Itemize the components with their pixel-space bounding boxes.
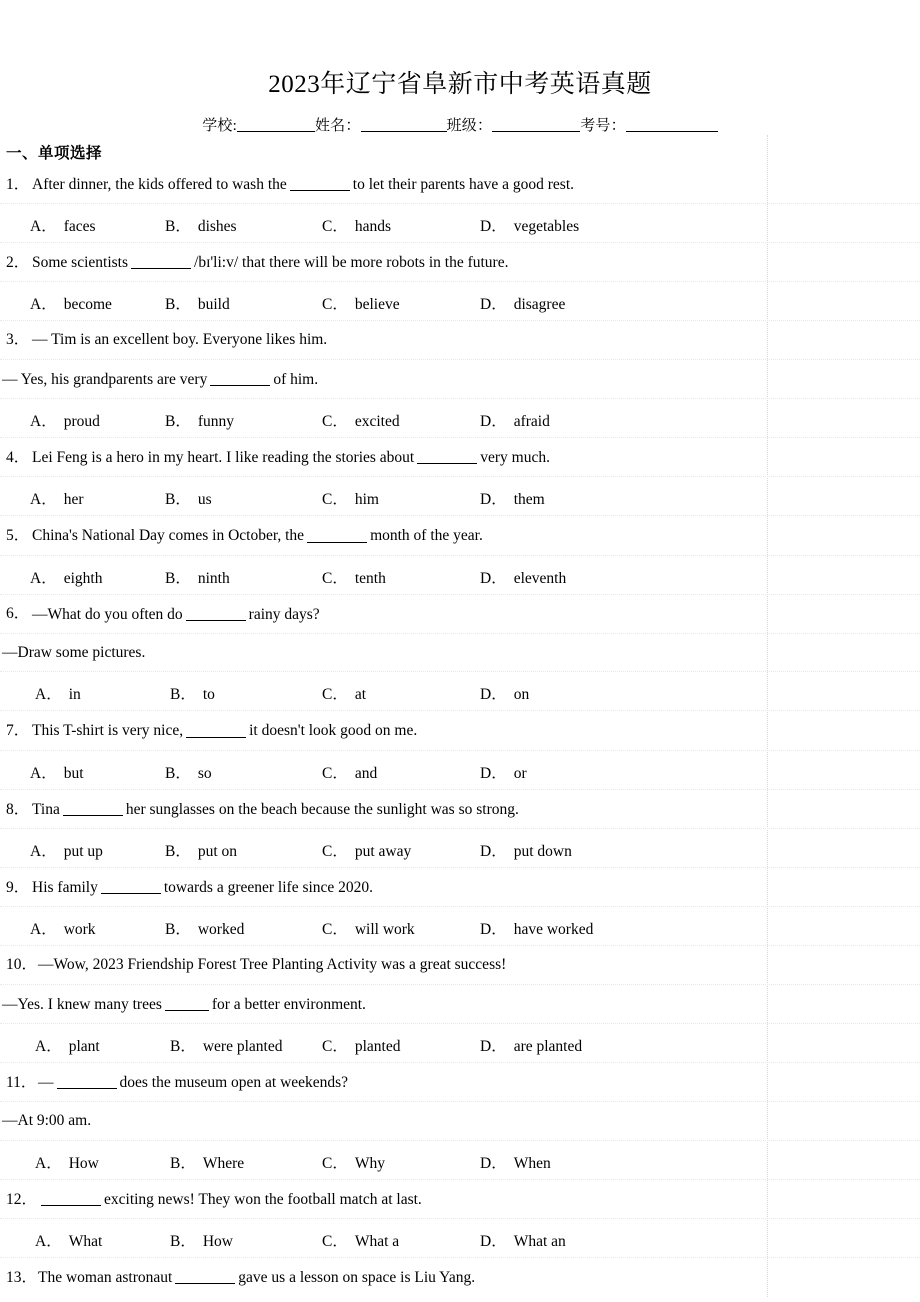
question-sheet (0, 135, 920, 1298)
option-text: and (354, 764, 378, 782)
option-a[interactable] (30, 761, 84, 783)
option-d[interactable] (480, 761, 527, 783)
option-b[interactable] (165, 917, 244, 939)
stem-text-a: After dinner, the kids offered to wash the (32, 175, 287, 193)
class-label: 班级： (446, 117, 493, 134)
options-row (0, 751, 920, 790)
option-text: build (197, 296, 230, 314)
option-text: so (197, 764, 212, 782)
answer-blank[interactable] (307, 527, 367, 542)
option-label: B． (165, 921, 191, 939)
cont-text-a: —At 9:00 am. (2, 1112, 92, 1130)
option-text: Where (202, 1154, 245, 1172)
answer-blank[interactable] (131, 254, 191, 269)
option-c[interactable] (322, 566, 386, 588)
option-d[interactable] (480, 682, 529, 704)
option-d[interactable] (480, 487, 545, 509)
question-stem (0, 243, 920, 281)
school-field (202, 118, 315, 134)
option-label: C． (322, 921, 348, 939)
question-number: 5． (6, 527, 30, 545)
option-label: B． (165, 413, 191, 431)
stem-text-b: towards a greener life since 2020. (163, 878, 374, 896)
option-b[interactable] (165, 761, 212, 783)
option-text: ninth (197, 569, 230, 587)
option-b[interactable] (165, 839, 237, 861)
option-text: at (354, 686, 367, 704)
option-text: What an (513, 1233, 566, 1251)
option-label: B． (170, 1038, 196, 1056)
stem-text-a: Lei Feng is a hero in my heart. I like reading the stories about (32, 448, 415, 466)
cont-text-b: for a better environment. (211, 995, 366, 1013)
question-stem (0, 438, 920, 476)
exam-no-blank[interactable] (626, 117, 718, 132)
question-number: 2． (6, 253, 30, 271)
answer-blank[interactable] (41, 1191, 101, 1206)
answer-blank[interactable] (165, 996, 209, 1011)
option-text: are planted (513, 1038, 583, 1056)
question-number: 9． (6, 878, 30, 896)
option-d[interactable] (480, 1151, 551, 1173)
question-stem-continuation (0, 360, 920, 398)
option-label: C． (322, 218, 348, 236)
options-row (0, 829, 920, 868)
options-row (0, 204, 920, 243)
question-continuation-row (0, 985, 920, 1024)
option-a[interactable] (35, 1151, 99, 1173)
option-text: faces (63, 218, 96, 236)
option-label: A． (30, 569, 57, 587)
option-label: C． (322, 686, 348, 704)
question-number: 10． (6, 956, 38, 974)
cont-text-a: — Yes, his grandparents are very (2, 370, 208, 388)
option-text: put away (354, 843, 412, 860)
option-c[interactable] (322, 1151, 385, 1173)
cont-text-b: of him. (273, 370, 319, 388)
option-text: him (354, 491, 379, 509)
question-row (0, 1258, 920, 1297)
option-label: C． (322, 764, 348, 782)
stem-text-b: to let their parents have a good rest. (352, 175, 575, 193)
option-a[interactable] (30, 409, 100, 431)
stem-text-b: month of the year. (370, 527, 483, 545)
question-number: 7． (6, 722, 30, 740)
option-a[interactable] (30, 566, 102, 588)
question-continuation-row (0, 1102, 920, 1141)
option-text: or (513, 764, 527, 782)
stem-text-b: her sunglasses on the beach because the sunlight was so strong. (125, 800, 519, 818)
question-number: 12． (6, 1190, 38, 1208)
option-d[interactable] (480, 1034, 582, 1056)
option-c[interactable] (322, 839, 411, 861)
question-row (0, 946, 920, 985)
option-label: A． (35, 1154, 62, 1172)
question-number: 11． (6, 1073, 37, 1091)
option-label: B． (165, 218, 191, 236)
name-field (315, 118, 447, 134)
option-text: afraid (513, 413, 550, 431)
question-stem (0, 1063, 920, 1101)
stem-text-b: rainy days? (248, 605, 320, 623)
option-label: D． (480, 1154, 507, 1172)
cont-text-a: —Yes. I knew many trees (2, 995, 162, 1013)
stem-text-a: — (38, 1073, 54, 1091)
option-label: B． (165, 843, 191, 860)
option-text: What (68, 1233, 103, 1251)
answer-blank[interactable] (101, 879, 161, 894)
option-label: B． (165, 569, 191, 587)
option-label: D． (480, 296, 507, 314)
option-text: Why (354, 1154, 385, 1172)
question-row (0, 790, 920, 829)
option-text: put up (63, 843, 103, 860)
option-label: A． (30, 764, 57, 782)
option-text: proud (63, 413, 100, 431)
stem-text-a: His family (32, 878, 98, 896)
option-label: D． (480, 491, 507, 509)
options-row (0, 1024, 920, 1063)
option-b[interactable] (165, 292, 230, 314)
option-text: were planted (202, 1038, 283, 1056)
options-row (0, 477, 920, 516)
option-text: but (63, 764, 84, 782)
option-c[interactable] (322, 682, 366, 704)
option-text: tenth (354, 569, 386, 587)
question-row (0, 243, 920, 282)
stem-text-b: very much. (480, 448, 550, 466)
question-stem-continuation (0, 634, 920, 672)
question-row (0, 1180, 920, 1219)
question-stem (0, 516, 920, 554)
question-number: 3． (6, 331, 30, 349)
option-label: D． (480, 843, 507, 860)
option-c[interactable] (322, 1229, 399, 1251)
option-text: in (68, 686, 81, 704)
option-text: When (513, 1154, 551, 1172)
option-text: have worked (513, 921, 594, 939)
option-c[interactable] (322, 292, 400, 314)
option-label: C． (322, 1038, 348, 1056)
option-text: hands (354, 218, 392, 236)
stem-text-a: —What do you often do (32, 605, 183, 623)
option-c[interactable] (322, 487, 379, 509)
option-label: A． (35, 1233, 62, 1251)
option-text: How (68, 1154, 99, 1172)
stem-text-b: exciting news! They won the football match at last. (104, 1190, 422, 1208)
option-c[interactable] (322, 409, 400, 431)
option-a[interactable] (30, 487, 84, 509)
option-label: D． (480, 1233, 507, 1251)
stem-text-b: /bɪ'li:v/ that there will be more robots in the future. (194, 253, 509, 271)
options-row (0, 1141, 920, 1180)
option-label: D． (480, 1038, 507, 1056)
option-text: excited (354, 413, 400, 431)
option-a[interactable] (30, 214, 96, 236)
option-text: How (202, 1233, 233, 1251)
option-a[interactable] (30, 839, 103, 861)
stem-text-a: — Tim is an excellent boy. Everyone likes him. (32, 331, 328, 349)
option-c[interactable] (322, 917, 415, 939)
question-number: 1． (6, 175, 30, 193)
question-row (0, 868, 920, 907)
school-label: 学校: (202, 117, 237, 134)
option-text: plant (68, 1038, 100, 1056)
option-c[interactable] (322, 761, 377, 783)
option-text: us (197, 491, 212, 509)
question-continuation-row (0, 360, 920, 399)
option-a[interactable] (35, 682, 81, 704)
option-b[interactable] (170, 1034, 282, 1056)
option-c[interactable] (322, 214, 391, 236)
question-stem (0, 1258, 920, 1296)
stem-text-b: gave us a lesson on space is Liu Yang. (238, 1268, 476, 1286)
stem-text-a: Some scientists (32, 253, 129, 271)
option-d[interactable] (480, 917, 593, 939)
option-text: her (63, 491, 84, 509)
option-label: A． (30, 491, 57, 509)
stem-text-a: Tina (32, 800, 60, 818)
options-row (0, 907, 920, 946)
answer-blank[interactable] (186, 722, 246, 737)
cont-text-a: —Draw some pictures. (2, 643, 146, 661)
question-stem-continuation (0, 1102, 920, 1140)
option-d[interactable] (480, 1229, 566, 1251)
question-stem (0, 321, 920, 359)
question-stem (0, 1180, 920, 1218)
option-label: A． (30, 296, 57, 314)
options-row (0, 672, 920, 711)
option-text: eighth (63, 569, 103, 587)
stem-text-a: This T-shirt is very nice, (32, 722, 184, 740)
exam-no-label: 考号： (580, 117, 626, 134)
option-label: A． (35, 1038, 62, 1056)
option-text: eleventh (513, 569, 567, 587)
class-field (447, 118, 581, 134)
option-b[interactable] (170, 682, 215, 704)
option-text: dishes (197, 218, 237, 236)
question-row (0, 516, 920, 555)
question-row (0, 711, 920, 750)
question-stem (0, 711, 920, 749)
question-row (0, 321, 920, 360)
option-text: vegetables (513, 218, 580, 236)
question-stem (0, 790, 920, 828)
options-row (0, 556, 920, 595)
option-text: work (63, 921, 96, 939)
answer-blank[interactable] (417, 449, 477, 464)
question-number: 8． (6, 800, 30, 818)
option-label: B． (165, 764, 191, 782)
exam-no-field (580, 118, 718, 134)
option-text: disagree (513, 296, 566, 314)
option-text: on (513, 686, 530, 704)
option-label: D． (480, 686, 507, 704)
option-a[interactable] (35, 1034, 100, 1056)
option-label: A． (30, 921, 57, 939)
option-label: D． (480, 764, 507, 782)
option-text: put down (513, 843, 572, 860)
option-label: B． (170, 686, 196, 704)
option-d[interactable] (480, 292, 565, 314)
option-label: A． (30, 413, 57, 431)
option-label: A． (30, 843, 57, 860)
stem-text-b: does the museum open at weekends? (119, 1073, 349, 1091)
option-label: C． (322, 569, 348, 587)
option-label: D． (480, 921, 507, 939)
option-a[interactable] (35, 1229, 102, 1251)
option-label: D． (480, 569, 507, 587)
option-text: funny (197, 413, 235, 431)
option-d[interactable] (480, 566, 566, 588)
question-stem (0, 946, 920, 984)
option-text: them (513, 491, 545, 509)
option-b[interactable] (165, 214, 237, 236)
answer-blank[interactable] (210, 371, 270, 386)
option-text: planted (354, 1038, 401, 1056)
question-row (0, 165, 920, 204)
option-text: will work (354, 921, 415, 939)
options-row (0, 399, 920, 438)
stem-text-a: —Wow, 2023 Friendship Forest Tree Planting Activity was a great success! (38, 956, 507, 974)
option-text: worked (197, 921, 245, 939)
question-row (0, 595, 920, 634)
answer-blank[interactable] (175, 1269, 235, 1284)
option-label: D． (480, 218, 507, 236)
option-text: become (63, 296, 112, 314)
option-d[interactable] (480, 839, 572, 861)
option-text: believe (354, 296, 400, 314)
option-label: C． (322, 296, 348, 314)
stem-text-a: China's National Day comes in October, the (32, 527, 305, 545)
section-heading: 一、单项选择 (6, 144, 103, 162)
question-number: 6． (6, 605, 30, 623)
option-b[interactable] (165, 566, 230, 588)
option-b[interactable] (170, 1151, 244, 1173)
class-blank[interactable] (492, 117, 580, 132)
question-stem (0, 165, 920, 203)
question-stem (0, 595, 920, 633)
school-blank[interactable] (237, 117, 315, 132)
option-b[interactable] (170, 1229, 233, 1251)
name-blank[interactable] (361, 117, 447, 132)
option-label: B． (165, 491, 191, 509)
option-a[interactable] (30, 292, 112, 314)
name-label: 姓名： (314, 117, 361, 134)
option-a[interactable] (30, 917, 96, 939)
option-text: to (202, 686, 215, 704)
option-label: C． (322, 413, 348, 431)
option-label: A． (30, 218, 57, 236)
option-d[interactable] (480, 214, 579, 236)
option-b[interactable] (165, 487, 212, 509)
question-number: 13． (6, 1268, 38, 1286)
question-number: 4． (6, 448, 30, 466)
option-d[interactable] (480, 409, 550, 431)
option-b[interactable] (165, 409, 234, 431)
option-label: C． (322, 1154, 348, 1172)
option-c[interactable] (322, 1034, 400, 1056)
option-label: C． (322, 491, 348, 509)
options-row (0, 282, 920, 321)
options-row (0, 1219, 920, 1258)
option-label: A． (35, 686, 62, 704)
option-label: B． (165, 296, 191, 314)
stem-text-a: The woman astronaut (38, 1268, 173, 1286)
option-text: What a (354, 1233, 400, 1251)
question-stem-continuation (0, 985, 920, 1023)
answer-blank[interactable] (290, 176, 350, 191)
stem-text-b: it doesn't look good on me. (249, 722, 418, 740)
answer-blank[interactable] (57, 1074, 117, 1089)
page-title: 2023年辽宁省阜新市中考英语真题 (268, 71, 652, 98)
option-text: put on (197, 843, 238, 860)
question-continuation-row (0, 634, 920, 673)
option-label: B． (170, 1233, 196, 1251)
option-label: D． (480, 413, 507, 431)
student-info-line (0, 102, 920, 135)
question-row (0, 1063, 920, 1102)
question-row (0, 438, 920, 477)
option-label: C． (322, 1233, 348, 1251)
option-label: B． (170, 1154, 196, 1172)
question-stem (0, 868, 920, 906)
answer-blank[interactable] (63, 801, 123, 816)
answer-blank[interactable] (186, 606, 246, 621)
option-label: C． (322, 843, 348, 860)
